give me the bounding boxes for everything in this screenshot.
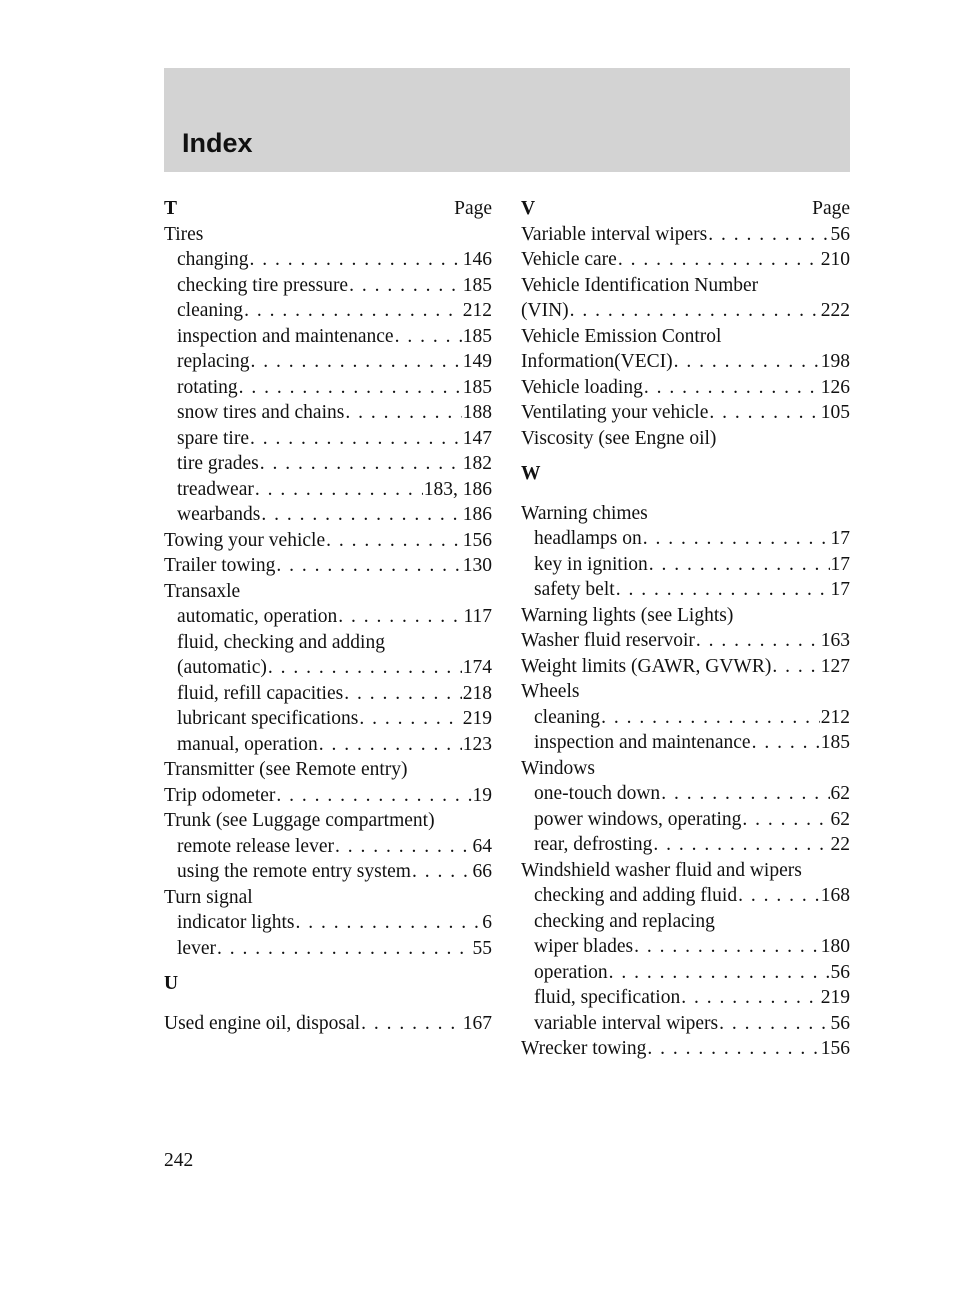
entry-page-ref: 163 — [820, 630, 850, 651]
dot-leader — [661, 781, 829, 807]
index-entry — [521, 324, 850, 350]
entry-text: Tires — [164, 223, 204, 245]
dot-leader — [709, 400, 819, 426]
entry-page-ref: 66 — [472, 861, 492, 882]
index-entry — [521, 298, 850, 324]
entry-text: Viscosity (see Engne oil) — [521, 427, 717, 449]
page-number: 242 — [164, 1150, 194, 1171]
dot-leader — [643, 526, 830, 552]
index-entry — [521, 628, 850, 654]
dot-leader — [260, 451, 462, 477]
column-heading — [521, 196, 850, 222]
entry-page-ref: 62 — [830, 783, 850, 804]
page-column-label: Page — [812, 198, 850, 219]
entry-text: cleaning — [177, 300, 244, 321]
index-entry — [521, 222, 850, 248]
entry-page-ref: 198 — [820, 351, 850, 372]
entry-text: Towing your vehicle — [164, 529, 326, 551]
index-entry — [521, 832, 850, 858]
entry-text: Transmitter (see Remote entry) — [164, 759, 408, 780]
dot-leader — [261, 502, 461, 528]
entry-text: Used engine oil, disposal — [164, 1012, 361, 1034]
index-entry — [521, 883, 850, 909]
index-entry — [164, 247, 492, 273]
entry-text: fluid, specification — [534, 987, 681, 1008]
index-entry — [164, 349, 492, 375]
dot-leader — [251, 349, 462, 375]
dot-leader — [268, 655, 462, 681]
index-entry — [164, 375, 492, 401]
index-entry — [164, 834, 492, 860]
index-entry — [164, 298, 492, 324]
entry-page-ref: 123 — [462, 733, 492, 755]
entry-page-ref: 127 — [820, 655, 850, 677]
dot-leader — [244, 298, 462, 324]
entry-text: Trip odometer — [164, 784, 276, 806]
entry-page-ref: 126 — [820, 376, 850, 398]
entry-page-ref: 186 — [462, 504, 492, 525]
entry-page-ref: 56 — [830, 961, 850, 983]
section-letter-w: W — [521, 463, 541, 484]
index-entry — [164, 757, 492, 783]
index-entry — [521, 247, 850, 273]
index-entry — [521, 807, 850, 833]
dot-leader — [618, 247, 820, 273]
dot-leader — [338, 604, 462, 630]
dot-leader — [570, 298, 820, 324]
entry-text: automatic, operation — [177, 606, 338, 627]
dot-leader — [647, 1036, 819, 1062]
entry-text: treadwear — [177, 478, 254, 500]
entry-page-ref: 17 — [830, 579, 850, 600]
index-entry — [521, 781, 850, 807]
entry-text: fluid, checking and adding — [177, 631, 385, 653]
index-entry-list — [521, 222, 850, 452]
entry-text: variable interval wipers — [534, 1012, 719, 1034]
dot-leader — [649, 552, 830, 578]
entry-page-ref: 188 — [462, 402, 492, 423]
dot-leader — [742, 807, 829, 833]
dot-leader — [653, 832, 829, 858]
entry-text: Turn signal — [164, 886, 253, 908]
entry-text: cleaning — [534, 706, 601, 728]
entry-text: using the remote entry system — [177, 861, 411, 882]
entry-text: key in ignition — [534, 553, 648, 575]
index-entry — [164, 451, 492, 477]
entry-text: fluid, refill capacities — [177, 682, 344, 704]
entry-page-ref: 17 — [830, 553, 850, 575]
entry-page-ref: 185 — [462, 274, 492, 296]
index-entry — [521, 552, 850, 578]
index-entry — [521, 349, 850, 375]
index-entry — [164, 910, 492, 936]
entry-text: rotating — [177, 376, 238, 398]
entry-page-ref: 64 — [472, 835, 492, 857]
index-entry — [164, 885, 492, 911]
dot-leader — [255, 477, 423, 503]
index-entry — [164, 732, 492, 758]
entry-text: changing — [177, 249, 249, 270]
index-entry — [164, 273, 492, 299]
entry-page-ref: 180 — [820, 936, 850, 957]
index-entry — [164, 604, 492, 630]
index-entry — [521, 400, 850, 426]
entry-text: wiper blades — [534, 936, 634, 957]
entry-page-ref: 146 — [462, 249, 492, 270]
index-entry — [164, 579, 492, 605]
entry-page-ref: 62 — [830, 808, 850, 830]
index-entry — [164, 655, 492, 681]
entry-page-ref: 105 — [820, 402, 850, 423]
index-entry — [521, 603, 850, 629]
header-band — [164, 68, 850, 172]
column-heading — [164, 196, 492, 222]
page-column-label: Page — [454, 198, 492, 219]
dot-leader — [250, 426, 462, 452]
entry-text: Vehicle care — [521, 249, 617, 270]
entry-page-ref: 212 — [462, 300, 492, 321]
index-entry — [521, 960, 850, 986]
dot-leader — [349, 273, 462, 299]
index-entry — [521, 273, 850, 299]
dot-leader — [395, 324, 462, 350]
entry-page-ref: 168 — [820, 885, 850, 906]
entry-page-ref: 183, 186 — [423, 478, 492, 500]
index-entry — [164, 400, 492, 426]
entry-page-ref: 182 — [462, 453, 492, 474]
entry-text: Warning lights (see Lights) — [521, 604, 734, 626]
index-entry — [521, 705, 850, 731]
index-entry — [521, 426, 850, 452]
entry-page-ref: 212 — [820, 706, 850, 728]
index-entry — [521, 526, 850, 552]
index-entry — [521, 501, 850, 527]
entry-page-ref: 185 — [462, 376, 492, 398]
section-letter-t: T — [164, 198, 178, 219]
dot-leader — [412, 859, 472, 885]
dot-leader — [361, 1011, 462, 1037]
entry-text: Wrecker towing — [521, 1038, 647, 1059]
index-entry-list — [164, 1011, 492, 1037]
entry-text: Transaxle — [164, 580, 241, 602]
index-entry — [164, 808, 492, 834]
index-entry — [164, 528, 492, 554]
section-letter-v: V — [521, 198, 536, 219]
entry-page-ref: 156 — [462, 529, 492, 551]
dot-leader — [345, 400, 461, 426]
index-column-right — [521, 196, 850, 1062]
entry-text: one-touch down — [534, 783, 661, 804]
entry-page-ref: 117 — [463, 606, 492, 627]
entry-text: Windows — [521, 757, 595, 779]
index-entry — [521, 909, 850, 935]
entry-text: checking and replacing — [534, 910, 715, 932]
dot-leader — [752, 730, 820, 756]
index-entry — [521, 375, 850, 401]
dot-leader — [681, 985, 820, 1011]
entry-page-ref: 167 — [462, 1012, 492, 1034]
dot-leader — [738, 883, 820, 909]
section-letter-u: U — [164, 973, 179, 994]
entry-text: snow tires and chains — [177, 402, 345, 423]
entry-text: Windshield washer fluid and wipers — [521, 859, 802, 881]
entry-page-ref: 147 — [462, 427, 492, 449]
entry-page-ref: 185 — [462, 325, 492, 347]
entry-text: checking tire pressure — [177, 274, 349, 296]
index-entry — [164, 783, 492, 809]
entry-text: headlamps on — [534, 528, 642, 549]
entry-page-ref: 19 — [472, 784, 492, 806]
entry-text: (VIN) — [521, 300, 569, 321]
dot-leader — [319, 732, 462, 758]
entry-page-ref: 174 — [462, 657, 492, 678]
entry-text: indicator lights — [177, 912, 295, 933]
entry-text: lever — [177, 937, 216, 959]
entry-text: Ventilating your vehicle — [521, 402, 709, 423]
dot-leader — [359, 706, 461, 732]
entry-page-ref: 149 — [462, 351, 492, 372]
entry-page-ref: 55 — [472, 937, 492, 959]
entry-text: (automatic) — [177, 657, 267, 678]
index-entry — [164, 630, 492, 656]
entry-text: Vehicle Identification Number — [521, 274, 759, 296]
dot-leader — [344, 681, 462, 707]
dot-leader — [601, 705, 820, 731]
index-entry — [164, 502, 492, 528]
index-entry — [521, 1011, 850, 1037]
entry-text: replacing — [177, 351, 250, 372]
index-entry — [521, 1036, 850, 1062]
index-entry — [164, 1011, 492, 1037]
entry-page-ref: 130 — [462, 555, 492, 576]
entry-page-ref: 219 — [820, 987, 850, 1008]
index-entry — [521, 654, 850, 680]
dot-leader — [708, 222, 829, 248]
dot-leader — [609, 960, 830, 986]
entry-text: Wheels — [521, 681, 580, 702]
entry-text: spare tire — [177, 427, 250, 449]
entry-text: Vehicle Emission Control — [521, 325, 722, 347]
dot-leader — [644, 375, 820, 401]
entry-text: inspection and maintenance — [177, 325, 394, 347]
index-entry — [164, 426, 492, 452]
page-title: Index — [182, 128, 253, 158]
entry-text: safety belt — [534, 579, 615, 600]
entry-text: Vehicle loading — [521, 376, 643, 398]
entry-text: Trailer towing — [164, 555, 276, 576]
index-entry — [164, 859, 492, 885]
index-entry — [521, 756, 850, 782]
entry-text: rear, defrosting — [534, 834, 653, 855]
index-entry — [164, 681, 492, 707]
entry-page-ref: 56 — [830, 223, 850, 245]
dot-leader — [616, 577, 830, 603]
entry-text: Warning chimes — [521, 502, 648, 524]
index-entry — [521, 934, 850, 960]
entry-text: inspection and maintenance — [534, 732, 751, 753]
index-entry — [164, 477, 492, 503]
dot-leader — [335, 834, 472, 860]
entry-text: Trunk (see Luggage compartment) — [164, 810, 435, 831]
dot-leader — [634, 934, 820, 960]
entry-text: Variable interval wipers — [521, 223, 708, 245]
index-entry — [164, 706, 492, 732]
entry-page-ref: 156 — [820, 1038, 850, 1059]
index-entry — [164, 222, 492, 248]
entry-page-ref: 219 — [462, 708, 492, 729]
entry-text: lubricant specifications — [177, 708, 359, 729]
index-entry-list — [521, 501, 850, 1062]
dot-leader — [674, 349, 820, 375]
index-entry-list — [164, 222, 492, 962]
dot-leader — [719, 1011, 829, 1037]
entry-page-ref: 210 — [820, 249, 850, 270]
index-entry — [521, 577, 850, 603]
entry-text: operation — [534, 961, 608, 983]
entry-page-ref: 185 — [820, 732, 850, 753]
entry-page-ref: 6 — [482, 912, 492, 933]
index-entry — [164, 553, 492, 579]
entry-text: Washer fluid reservoir — [521, 630, 695, 651]
entry-text: manual, operation — [177, 733, 318, 755]
dot-leader — [296, 910, 482, 936]
entry-text: power windows, operating — [534, 808, 742, 830]
entry-text: Weight limits (GAWR, GVWR) — [521, 655, 772, 677]
dot-leader — [772, 654, 819, 680]
index-entry — [521, 985, 850, 1011]
entry-text: wearbands — [177, 504, 261, 525]
dot-leader — [276, 553, 461, 579]
dot-leader — [326, 528, 462, 554]
index-entry — [521, 679, 850, 705]
entry-text: checking and adding fluid — [534, 885, 738, 906]
index-entry — [521, 858, 850, 884]
entry-page-ref: 22 — [830, 834, 850, 855]
entry-text: remote release lever — [177, 835, 334, 857]
index-column-left — [164, 196, 492, 1036]
index-entry — [164, 324, 492, 350]
entry-page-ref: 17 — [830, 528, 850, 549]
entry-text: Information(VECI) — [521, 351, 673, 372]
dot-leader — [276, 783, 471, 809]
dot-leader — [217, 936, 472, 962]
entry-text: tire grades — [177, 453, 259, 474]
index-entry — [521, 730, 850, 756]
dot-leader — [239, 375, 462, 401]
entry-page-ref: 218 — [462, 682, 492, 704]
dot-leader — [249, 247, 461, 273]
entry-page-ref: 222 — [820, 300, 850, 321]
entry-page-ref: 56 — [830, 1012, 850, 1034]
index-entry — [164, 936, 492, 962]
dot-leader — [696, 628, 820, 654]
